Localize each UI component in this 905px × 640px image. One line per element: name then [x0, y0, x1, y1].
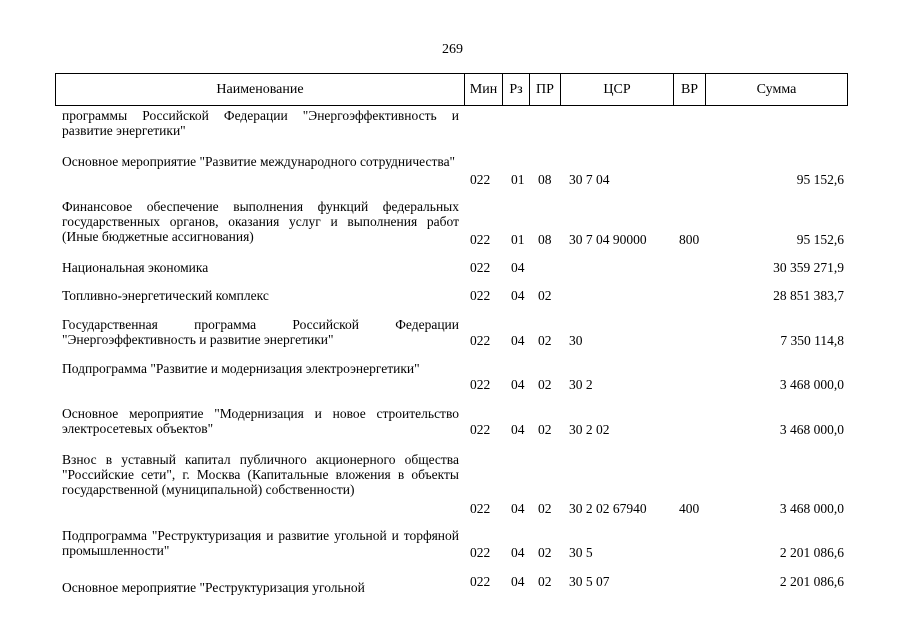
row-min: 022 [470, 545, 491, 560]
table-header [55, 73, 848, 106]
row-min: 022 [470, 574, 491, 589]
row-vr: 400 [679, 501, 700, 516]
row-rz: 04 [511, 422, 525, 437]
row-rz: 04 [511, 377, 525, 392]
row-csr: 30 7 04 [569, 172, 610, 187]
header-name: Наименование [56, 74, 465, 105]
row-rz: 04 [511, 260, 525, 275]
row-pr: 02 [538, 333, 552, 348]
row-sum: 30 359 271,9 [773, 260, 844, 275]
row-sum: 2 201 086,6 [779, 545, 844, 560]
row-vr: 800 [679, 232, 700, 247]
row-rz: 04 [511, 288, 525, 303]
page-number: 269 [442, 42, 463, 57]
row-name: Государственная программа Российской Федерации "Энергоэффективность и развитие энергетики" [62, 317, 459, 347]
row-pr: 02 [538, 501, 552, 516]
row-sum: 3 468 000,0 [779, 422, 844, 437]
row-min: 022 [470, 501, 491, 516]
row-name: Подпрограмма "Развитие и модернизация электроэнергетики" [62, 361, 420, 376]
row-csr: 30 5 [569, 545, 593, 560]
header-sum: Сумма [756, 82, 797, 97]
row-name: Основное мероприятие "Развитие международного сотрудничества" [62, 154, 456, 169]
row-pr: 08 [538, 172, 552, 187]
row-pr: 02 [538, 422, 552, 437]
row-pr: 02 [538, 574, 552, 589]
row-sum: 95 152,6 [796, 172, 844, 187]
row-name: Подпрограмма "Реструктуризация и развитие угольной и торфяной промышленности" [62, 528, 459, 558]
row-pr: 02 [538, 545, 552, 560]
row-sum: 28 851 383,7 [773, 288, 844, 303]
row-min: 022 [470, 333, 491, 348]
row-csr: 30 5 07 [569, 574, 610, 589]
row-pr: 02 [538, 288, 552, 303]
row-csr: 30 2 [569, 377, 593, 392]
header-min: Мин [465, 74, 503, 105]
header-csr: ЦСР [561, 74, 674, 105]
row-name: Национальная экономика [62, 260, 209, 275]
header-rz: Рз [503, 74, 530, 105]
row-sum: 2 201 086,6 [779, 574, 844, 589]
row-rz: 01 [511, 172, 525, 187]
row-sum: 3 468 000,0 [779, 377, 844, 392]
row-sum: 3 468 000,0 [779, 501, 844, 516]
row-min: 022 [470, 422, 491, 437]
row-name: программы Российской Федерации "Энергоэффективность и развитие энергетики" [62, 108, 459, 138]
row-min: 022 [470, 172, 491, 187]
row-name: Основное мероприятие "Реструктуризация угольной [62, 580, 365, 595]
row-sum: 7 350 114,8 [780, 333, 844, 348]
row-rz: 04 [511, 333, 525, 348]
row-min: 022 [470, 260, 491, 275]
row-rz: 04 [511, 501, 525, 516]
header-vr: ВР [674, 74, 706, 105]
row-name: Взнос в уставный капитал публичного акционерного общества "Российские сети", г. Москва (Капитальные вложения в объекты государственной (муниципальной) собственности) [62, 452, 459, 497]
header-pr: ПР [530, 74, 561, 105]
row-csr: 30 2 02 67940 [569, 501, 647, 516]
row-csr: 30 7 04 90000 [569, 232, 647, 247]
row-pr: 02 [538, 377, 552, 392]
row-min: 022 [470, 377, 491, 392]
row-pr: 08 [538, 232, 552, 247]
row-name: Финансовое обеспечение выполнения функций федеральных государственных органов, оказания услуг и выполнения работ (Иные бюджетные ассигнования) [62, 199, 459, 244]
row-rz: 04 [511, 574, 525, 589]
row-min: 022 [470, 288, 491, 303]
row-csr: 30 2 02 [569, 422, 610, 437]
row-rz: 01 [511, 232, 525, 247]
row-name: Основное мероприятие "Модернизация и новое строительство электросетевых объектов" [62, 406, 459, 436]
row-sum: 95 152,6 [796, 232, 844, 247]
row-csr: 30 [569, 333, 583, 348]
row-rz: 04 [511, 545, 525, 560]
row-name: Топливно-энергетический комплекс [62, 288, 269, 303]
row-min: 022 [470, 232, 491, 247]
